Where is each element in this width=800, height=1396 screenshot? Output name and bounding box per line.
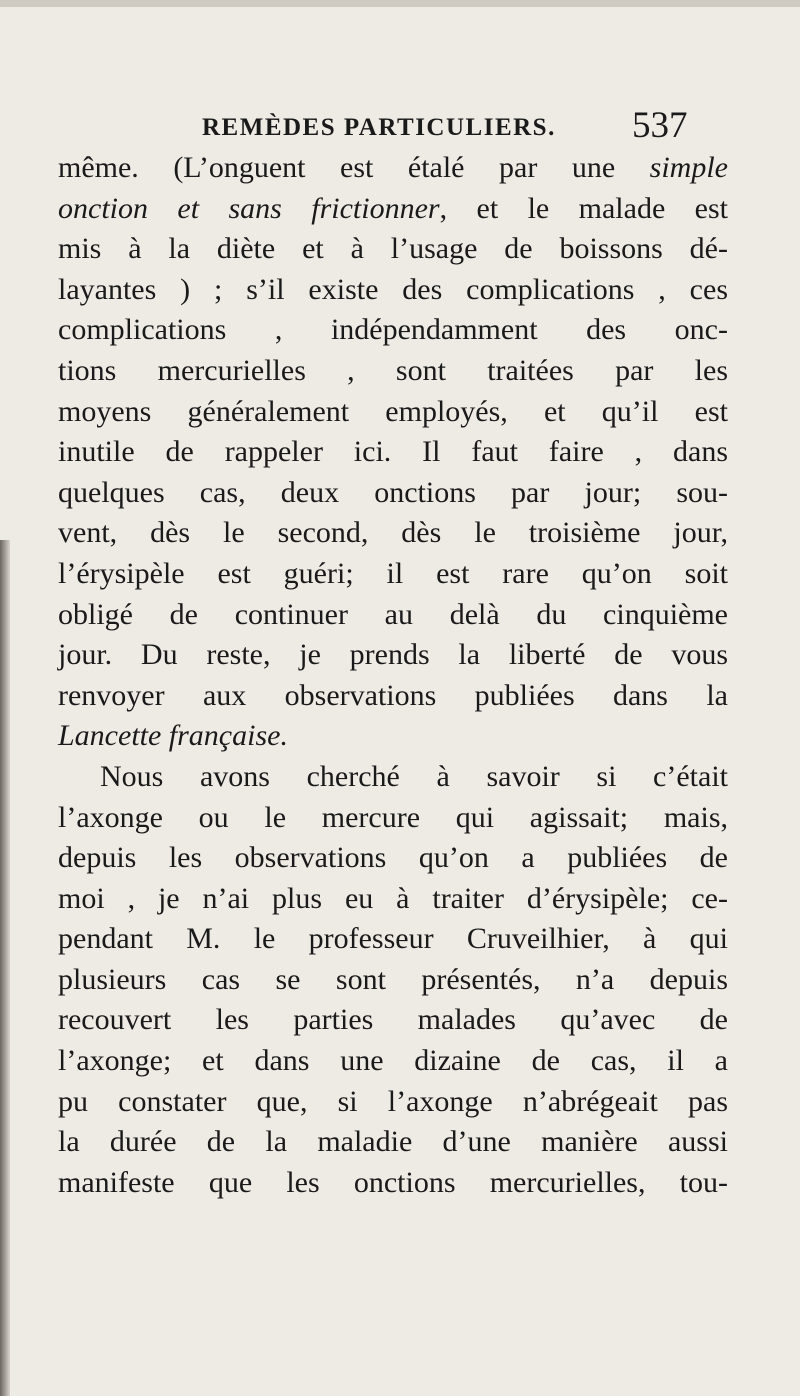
running-head: REMÈDES PARTICULIERS. <box>202 114 556 141</box>
text-run: inutile de rappeler ici. Il faut faire , dans <box>58 435 728 469</box>
text-run: Nous avons cherché à savoir si c’était <box>100 759 728 793</box>
text-line <box>58 310 728 351</box>
text-run: layantes ) ; s’il existe des complications , ces <box>58 272 728 306</box>
text-line <box>58 757 728 798</box>
text-line <box>58 635 728 676</box>
text-line <box>58 1082 728 1123</box>
text-line <box>58 960 728 1001</box>
text-run: quelques cas, deux onctions par jour; sou- <box>58 475 728 509</box>
italic-text-run: onction et sans frictionner <box>58 191 440 225</box>
page-header <box>202 104 722 148</box>
text-run: renvoyer aux observations publiées dans la <box>58 678 728 712</box>
text-line <box>58 270 728 311</box>
text-line <box>58 1000 728 1041</box>
text-run: plusieurs cas se sont présentés, n’a depuis <box>58 962 728 996</box>
text-run: manifeste que les onctions mercurielles, tou- <box>58 1165 728 1199</box>
page-number: 537 <box>632 105 688 146</box>
binding-shadow <box>0 540 10 1396</box>
page-top-edge <box>0 0 800 7</box>
text-run: moi , je n’ai plus eu à traiter d’érysipèle; ce- <box>58 881 728 915</box>
text-run: vent, dès le second, dès le troisième jour, <box>58 516 728 550</box>
body-text <box>58 148 728 1203</box>
text-run: pu constater que, si l’axonge n’abrégeait pas <box>58 1084 728 1118</box>
italic-text-run: Lancette française. <box>58 719 288 753</box>
text-run: moyens généralement employés, et qu’il est <box>58 394 728 428</box>
text-run: depuis les observations qu’on a publiées de <box>58 841 728 875</box>
italic-text-run: simple <box>649 151 728 184</box>
text-line <box>58 1163 728 1204</box>
text-line <box>58 351 728 392</box>
text-line <box>58 148 728 189</box>
text-line <box>58 1041 728 1082</box>
text-line <box>58 595 728 636</box>
text-line <box>58 1122 728 1163</box>
text-line <box>58 879 728 920</box>
text-line <box>58 919 728 960</box>
text-line <box>58 716 728 757</box>
text-run: tions mercurielles , sont traitées par les <box>58 353 728 387</box>
text-line <box>58 432 728 473</box>
text-run: recouvert les parties malades qu’avec de <box>58 1003 728 1037</box>
text-line <box>58 229 728 270</box>
text-run: obligé de continuer au delà du cinquième <box>58 597 728 631</box>
text-run: , et le malade est <box>439 191 728 225</box>
text-run: jour. Du reste, je prends la liberté de vous <box>58 638 728 672</box>
text-line <box>58 513 728 554</box>
text-run: la durée de la maladie d’une manière aussi <box>58 1125 728 1159</box>
text-line <box>58 473 728 514</box>
text-run: pendant M. le professeur Cruveilhier, à qui <box>58 922 728 956</box>
text-run: complications , indépendamment des onc- <box>58 313 728 347</box>
text-run: mis à la diète et à l’usage de boissons dé- <box>58 232 728 266</box>
text-line <box>58 798 728 839</box>
text-line <box>58 189 728 230</box>
text-line <box>58 392 728 433</box>
text-run: l’axonge; et dans une dizaine de cas, il a <box>58 1044 728 1078</box>
text-line <box>58 554 728 595</box>
text-run: l’axonge ou le mercure qui agissait; mais, <box>58 800 728 834</box>
text-line <box>58 676 728 717</box>
text-line <box>58 838 728 879</box>
text-run: même. (L’onguent est étalé par une <box>58 151 650 184</box>
text-run: l’érysipèle est guéri; il est rare qu’on soit <box>58 556 728 590</box>
